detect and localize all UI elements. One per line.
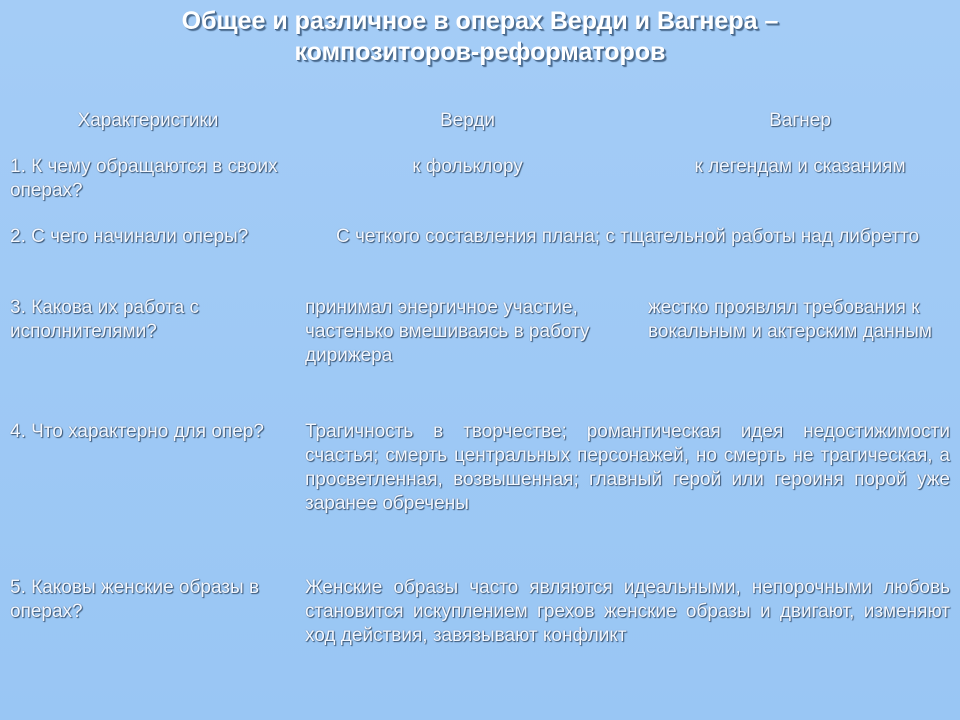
row-1-wagner: к легендам и сказаниям (694, 156, 906, 177)
row-1-verdi: к фольклору (412, 156, 523, 177)
header-wagner: Вагнер (769, 110, 831, 131)
row-5-question: 5. Каковы женские образы в операх? (10, 577, 260, 622)
row-3-verdi: принимал энергичное участие, частенько вмешиваясь в работу дирижера (305, 297, 590, 366)
title-line-1: Общее и различное в операх Верди и Вагнера – (181, 7, 779, 35)
slide-title (0, 6, 960, 68)
row-2-question: 2. С чего начинали оперы? (10, 226, 249, 247)
row-2-common: С четкого составления плана; с тщательной работы над либретто (335, 226, 920, 247)
row-4-common: Трагичность в творчестве; романтическая идея недостижимости счастья; смерть центральных персонажей, но смерть не трагическая, а просветленная, возвышенная; главный герой или героиня порой уже заранее обречены (305, 421, 950, 514)
row-5-common: Женские образы часто являются идеальными, непорочными любовь становится искуплением грехов женские образы и двигают, изменяют ход действия, завязывают конфликт (305, 577, 950, 646)
row-3-question: 3. Какова их работа с исполнителями? (10, 297, 199, 342)
title-line-2: композиторов-реформаторов (294, 38, 666, 66)
row-1-question: 1. К чему обращаются в своих операх? (10, 156, 278, 201)
header-verdi: Верди (439, 110, 496, 131)
row-4-question: 4. Что характерно для опер? (10, 421, 264, 442)
row-3-wagner: жестко проявлял требования к вокальным и актерским данным (648, 297, 932, 342)
header-characteristics: Характеристики (77, 110, 219, 131)
